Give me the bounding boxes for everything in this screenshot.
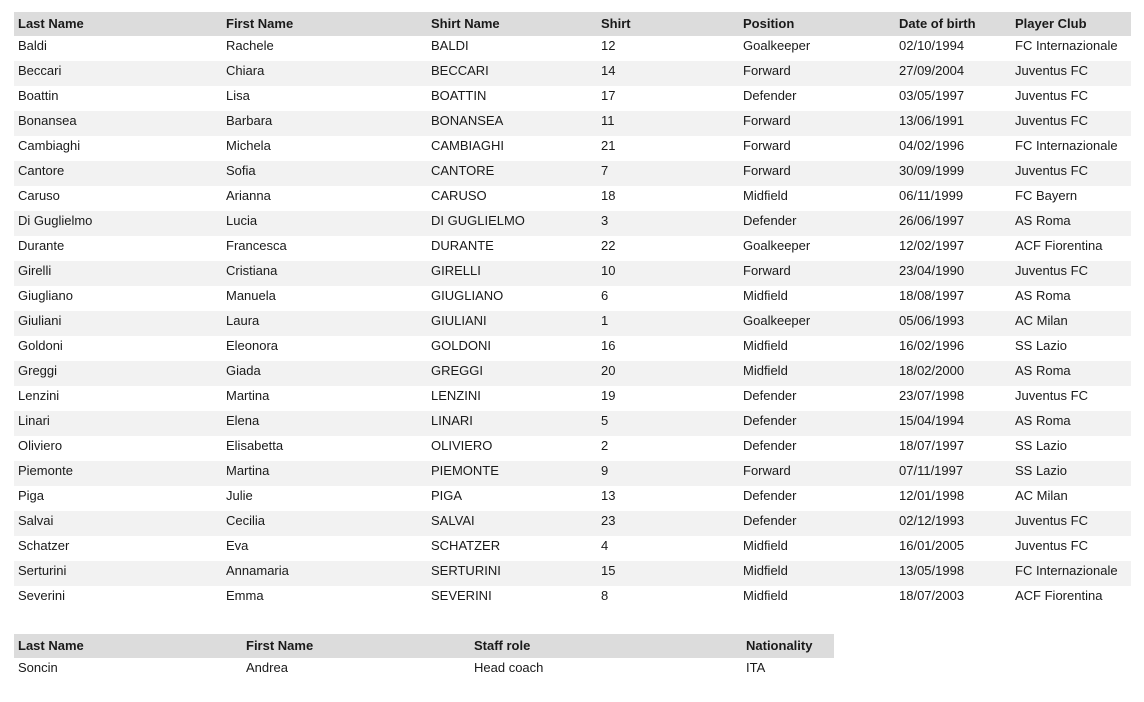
col-header-staff-role: Staff role: [470, 634, 742, 658]
cell-date-of-birth: 13/06/1991: [895, 111, 1011, 136]
cell-last-name: Cantore: [14, 161, 222, 186]
cell-shirt-name: BALDI: [427, 36, 597, 61]
cell-last-name: Soncin: [14, 658, 242, 678]
cell-shirt-name: BECCARI: [427, 61, 597, 86]
cell-nationality: ITA: [742, 658, 834, 678]
cell-first-name: Chiara: [222, 61, 427, 86]
cell-first-name: Eva: [222, 536, 427, 561]
cell-shirt: 21: [597, 136, 739, 161]
cell-shirt-name: SCHATZER: [427, 536, 597, 561]
players-header-row: [14, 12, 1131, 36]
cell-first-name: Martina: [222, 386, 427, 411]
cell-last-name: Salvai: [14, 511, 222, 536]
cell-shirt-name: CANTORE: [427, 161, 597, 186]
cell-last-name: Linari: [14, 411, 222, 436]
cell-shirt: 12: [597, 36, 739, 61]
cell-first-name: Lisa: [222, 86, 427, 111]
cell-shirt: 18: [597, 186, 739, 211]
cell-position: Midfield: [739, 186, 895, 211]
cell-date-of-birth: 26/06/1997: [895, 211, 1011, 236]
cell-position: Defender: [739, 86, 895, 111]
cell-date-of-birth: 06/11/1999: [895, 186, 1011, 211]
cell-position: Forward: [739, 61, 895, 86]
cell-first-name: Julie: [222, 486, 427, 511]
cell-shirt-name: GREGGI: [427, 361, 597, 386]
cell-position: Goalkeeper: [739, 36, 895, 61]
table-row: [14, 361, 1131, 386]
table-row: [14, 486, 1131, 511]
cell-shirt-name: CARUSO: [427, 186, 597, 211]
cell-position: Goalkeeper: [739, 311, 895, 336]
cell-last-name: Schatzer: [14, 536, 222, 561]
cell-last-name: Serturini: [14, 561, 222, 586]
cell-player-club: Juventus FC: [1011, 261, 1131, 286]
cell-player-club: AS Roma: [1011, 411, 1131, 436]
cell-position: Defender: [739, 486, 895, 511]
cell-shirt: 14: [597, 61, 739, 86]
cell-date-of-birth: 23/07/1998: [895, 386, 1011, 411]
cell-shirt-name: PIGA: [427, 486, 597, 511]
cell-last-name: Cambiaghi: [14, 136, 222, 161]
cell-first-name: Andrea: [242, 658, 470, 678]
cell-shirt: 7: [597, 161, 739, 186]
cell-shirt: 19: [597, 386, 739, 411]
table-row: [14, 36, 1131, 61]
cell-shirt: 3: [597, 211, 739, 236]
cell-player-club: FC Internazionale: [1011, 36, 1131, 61]
cell-player-club: Juventus FC: [1011, 86, 1131, 111]
cell-position: Goalkeeper: [739, 236, 895, 261]
col-header-player-club: Player Club: [1011, 12, 1131, 36]
cell-first-name: Manuela: [222, 286, 427, 311]
cell-position: Midfield: [739, 536, 895, 561]
cell-staff-role: Head coach: [470, 658, 742, 678]
cell-player-club: SS Lazio: [1011, 436, 1131, 461]
cell-position: Midfield: [739, 336, 895, 361]
cell-shirt-name: BOATTIN: [427, 86, 597, 111]
cell-first-name: Emma: [222, 586, 427, 611]
cell-player-club: FC Bayern: [1011, 186, 1131, 211]
table-row: [14, 61, 1131, 86]
cell-last-name: Giugliano: [14, 286, 222, 311]
cell-date-of-birth: 15/04/1994: [895, 411, 1011, 436]
cell-date-of-birth: 03/05/1997: [895, 86, 1011, 111]
cell-shirt-name: OLIVIERO: [427, 436, 597, 461]
table-row: [14, 261, 1131, 286]
cell-shirt: 10: [597, 261, 739, 286]
cell-first-name: Francesca: [222, 236, 427, 261]
table-row: [14, 211, 1131, 236]
cell-shirt-name: GOLDONI: [427, 336, 597, 361]
table-row: [14, 511, 1131, 536]
cell-date-of-birth: 18/02/2000: [895, 361, 1011, 386]
cell-position: Defender: [739, 386, 895, 411]
cell-shirt: 17: [597, 86, 739, 111]
table-row: [14, 136, 1131, 161]
cell-first-name: Eleonora: [222, 336, 427, 361]
cell-first-name: Sofia: [222, 161, 427, 186]
cell-first-name: Lucia: [222, 211, 427, 236]
staff-table-body: [14, 658, 834, 678]
cell-last-name: Di Guglielmo: [14, 211, 222, 236]
cell-date-of-birth: 12/02/1997: [895, 236, 1011, 261]
cell-date-of-birth: 02/10/1994: [895, 36, 1011, 61]
cell-position: Defender: [739, 411, 895, 436]
cell-position: Forward: [739, 111, 895, 136]
cell-player-club: ACF Fiorentina: [1011, 586, 1131, 611]
cell-shirt-name: GIRELLI: [427, 261, 597, 286]
col-header-last-name: Last Name: [14, 12, 222, 36]
cell-last-name: Piga: [14, 486, 222, 511]
cell-date-of-birth: 13/05/1998: [895, 561, 1011, 586]
cell-position: Midfield: [739, 286, 895, 311]
cell-date-of-birth: 12/01/1998: [895, 486, 1011, 511]
cell-date-of-birth: 18/08/1997: [895, 286, 1011, 311]
cell-shirt: 20: [597, 361, 739, 386]
table-row: [14, 411, 1131, 436]
col-header-shirt-name: Shirt Name: [427, 12, 597, 36]
cell-date-of-birth: 02/12/1993: [895, 511, 1011, 536]
col-header-position: Position: [739, 12, 895, 36]
cell-last-name: Caruso: [14, 186, 222, 211]
cell-position: Defender: [739, 211, 895, 236]
cell-shirt-name: PIEMONTE: [427, 461, 597, 486]
cell-player-club: SS Lazio: [1011, 461, 1131, 486]
table-row: [14, 536, 1131, 561]
cell-shirt-name: DURANTE: [427, 236, 597, 261]
cell-player-club: AC Milan: [1011, 486, 1131, 511]
cell-date-of-birth: 30/09/1999: [895, 161, 1011, 186]
table-row: [14, 161, 1131, 186]
cell-date-of-birth: 04/02/1996: [895, 136, 1011, 161]
col-header-first-name: First Name: [242, 634, 470, 658]
table-row: [14, 86, 1131, 111]
cell-shirt-name: LENZINI: [427, 386, 597, 411]
cell-player-club: AS Roma: [1011, 211, 1131, 236]
table-row: [14, 658, 834, 678]
cell-last-name: Bonansea: [14, 111, 222, 136]
cell-first-name: Barbara: [222, 111, 427, 136]
cell-first-name: Cecilia: [222, 511, 427, 536]
cell-player-club: FC Internazionale: [1011, 136, 1131, 161]
table-row: [14, 586, 1131, 611]
cell-shirt: 4: [597, 536, 739, 561]
cell-player-club: ACF Fiorentina: [1011, 236, 1131, 261]
cell-last-name: Baldi: [14, 36, 222, 61]
cell-player-club: AS Roma: [1011, 286, 1131, 311]
cell-first-name: Rachele: [222, 36, 427, 61]
cell-date-of-birth: 23/04/1990: [895, 261, 1011, 286]
cell-shirt-name: CAMBIAGHI: [427, 136, 597, 161]
cell-date-of-birth: 27/09/2004: [895, 61, 1011, 86]
cell-shirt: 16: [597, 336, 739, 361]
cell-player-club: Juventus FC: [1011, 111, 1131, 136]
cell-shirt-name: BONANSEA: [427, 111, 597, 136]
players-table: [14, 12, 1131, 611]
cell-player-club: Juventus FC: [1011, 536, 1131, 561]
cell-player-club: Juventus FC: [1011, 61, 1131, 86]
table-row: [14, 111, 1131, 136]
cell-last-name: Goldoni: [14, 336, 222, 361]
cell-first-name: Cristiana: [222, 261, 427, 286]
cell-first-name: Martina: [222, 461, 427, 486]
cell-player-club: Juventus FC: [1011, 161, 1131, 186]
cell-position: Midfield: [739, 561, 895, 586]
cell-shirt-name: DI GUGLIELMO: [427, 211, 597, 236]
cell-player-club: AS Roma: [1011, 361, 1131, 386]
table-row: [14, 236, 1131, 261]
cell-shirt-name: GIUGLIANO: [427, 286, 597, 311]
cell-shirt: 15: [597, 561, 739, 586]
cell-date-of-birth: 18/07/2003: [895, 586, 1011, 611]
cell-position: Forward: [739, 161, 895, 186]
cell-player-club: SS Lazio: [1011, 336, 1131, 361]
players-table-body: [14, 36, 1131, 611]
cell-last-name: Lenzini: [14, 386, 222, 411]
cell-player-club: AC Milan: [1011, 311, 1131, 336]
cell-first-name: Arianna: [222, 186, 427, 211]
cell-first-name: Giada: [222, 361, 427, 386]
cell-first-name: Elena: [222, 411, 427, 436]
cell-last-name: Oliviero: [14, 436, 222, 461]
cell-position: Defender: [739, 511, 895, 536]
cell-shirt-name: SERTURINI: [427, 561, 597, 586]
cell-first-name: Elisabetta: [222, 436, 427, 461]
table-row: [14, 386, 1131, 411]
table-row: [14, 286, 1131, 311]
cell-shirt: 11: [597, 111, 739, 136]
cell-position: Forward: [739, 461, 895, 486]
cell-position: Defender: [739, 436, 895, 461]
cell-date-of-birth: 16/01/2005: [895, 536, 1011, 561]
cell-date-of-birth: 18/07/1997: [895, 436, 1011, 461]
table-row: [14, 436, 1131, 461]
cell-position: Midfield: [739, 361, 895, 386]
cell-date-of-birth: 16/02/1996: [895, 336, 1011, 361]
table-row: [14, 311, 1131, 336]
cell-last-name: Girelli: [14, 261, 222, 286]
cell-first-name: Laura: [222, 311, 427, 336]
cell-shirt: 8: [597, 586, 739, 611]
cell-shirt-name: SEVERINI: [427, 586, 597, 611]
cell-position: Forward: [739, 136, 895, 161]
cell-first-name: Annamaria: [222, 561, 427, 586]
col-header-shirt: Shirt: [597, 12, 739, 36]
cell-shirt: 22: [597, 236, 739, 261]
cell-shirt: 13: [597, 486, 739, 511]
table-row: [14, 461, 1131, 486]
cell-date-of-birth: 05/06/1993: [895, 311, 1011, 336]
cell-shirt-name: SALVAI: [427, 511, 597, 536]
cell-shirt: 2: [597, 436, 739, 461]
cell-last-name: Severini: [14, 586, 222, 611]
cell-shirt: 6: [597, 286, 739, 311]
cell-shirt: 1: [597, 311, 739, 336]
col-header-last-name: Last Name: [14, 634, 242, 658]
cell-shirt-name: LINARI: [427, 411, 597, 436]
col-header-first-name: First Name: [222, 12, 427, 36]
cell-shirt: 23: [597, 511, 739, 536]
cell-position: Midfield: [739, 586, 895, 611]
cell-last-name: Durante: [14, 236, 222, 261]
table-row: [14, 561, 1131, 586]
cell-first-name: Michela: [222, 136, 427, 161]
cell-shirt-name: GIULIANI: [427, 311, 597, 336]
cell-position: Forward: [739, 261, 895, 286]
table-row: [14, 186, 1131, 211]
cell-last-name: Giuliani: [14, 311, 222, 336]
cell-last-name: Beccari: [14, 61, 222, 86]
cell-shirt: 5: [597, 411, 739, 436]
cell-last-name: Greggi: [14, 361, 222, 386]
cell-player-club: FC Internazionale: [1011, 561, 1131, 586]
cell-player-club: Juventus FC: [1011, 386, 1131, 411]
col-header-nationality: Nationality: [742, 634, 834, 658]
staff-table: [14, 634, 834, 678]
cell-last-name: Piemonte: [14, 461, 222, 486]
cell-date-of-birth: 07/11/1997: [895, 461, 1011, 486]
col-header-date-of-birth: Date of birth: [895, 12, 1011, 36]
staff-header-row: [14, 634, 834, 658]
cell-player-club: Juventus FC: [1011, 511, 1131, 536]
cell-shirt: 9: [597, 461, 739, 486]
cell-last-name: Boattin: [14, 86, 222, 111]
table-row: [14, 336, 1131, 361]
